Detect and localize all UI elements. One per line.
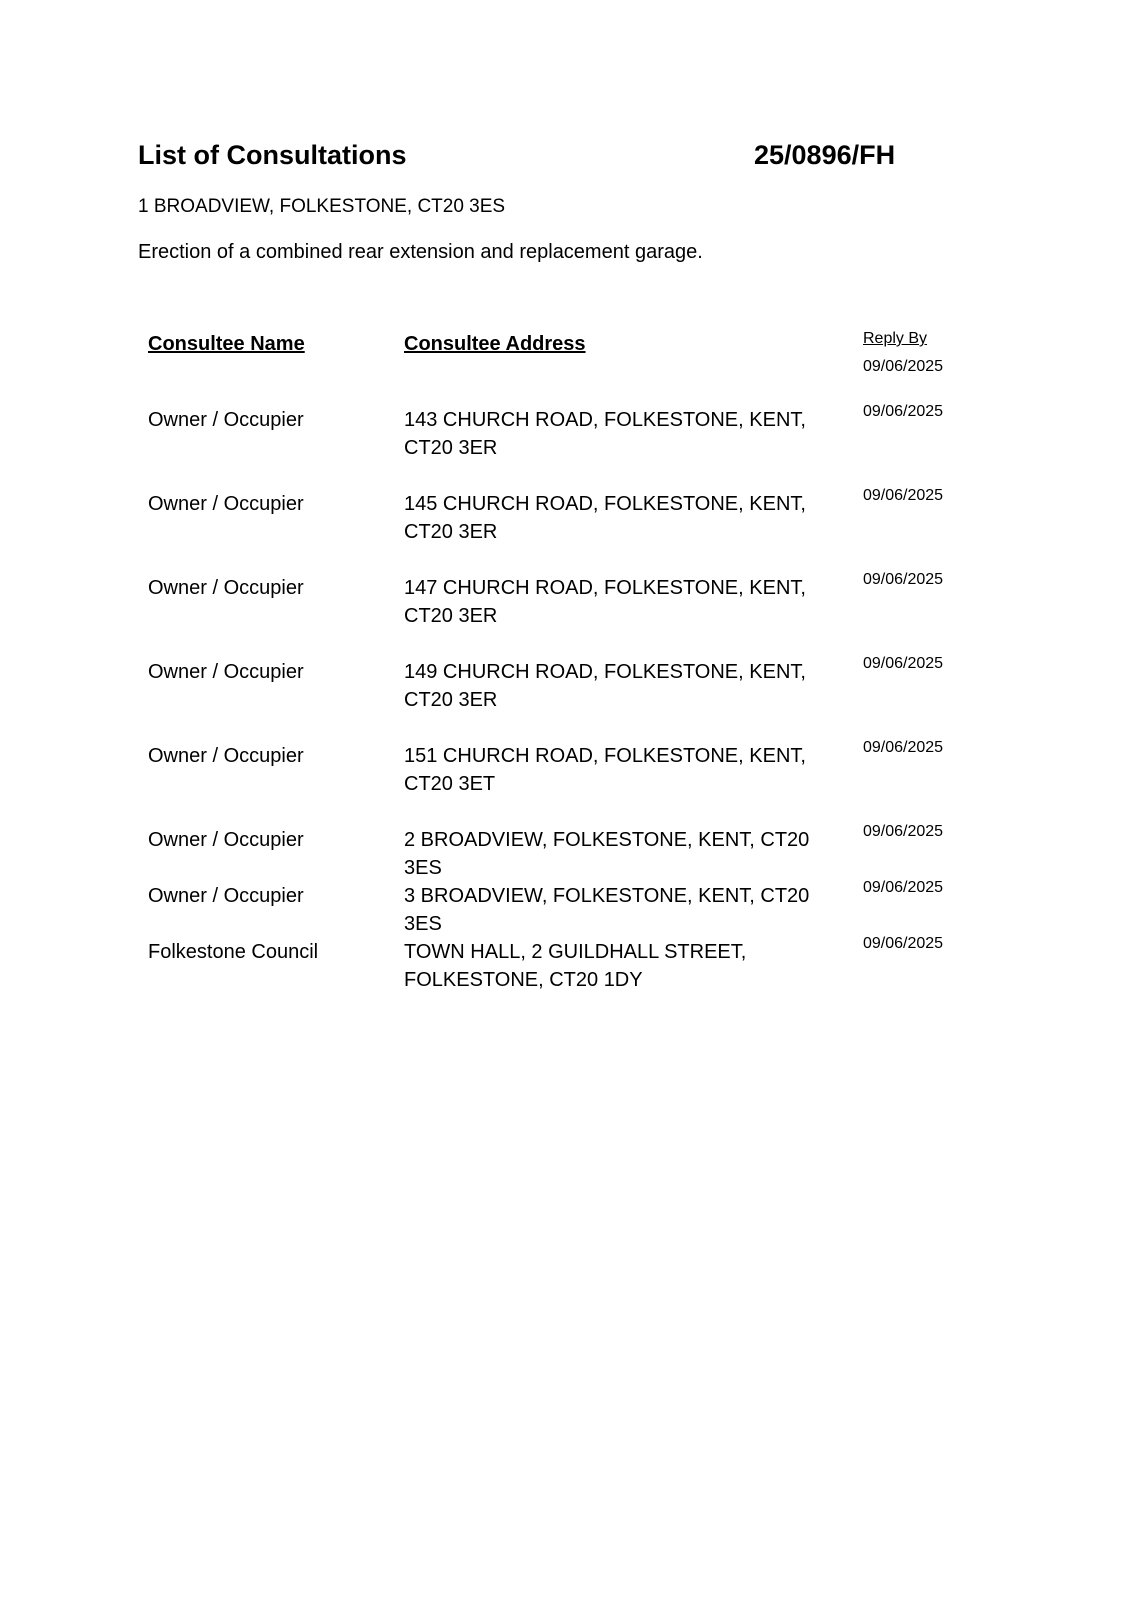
consultee-name: Folkestone Council <box>148 941 319 963</box>
consultee-address: TOWN HALL, 2 GUILDHALL STREET, FOLKESTONE, CT20 1DY <box>404 941 747 991</box>
page-title: List of Consultations <box>138 140 407 170</box>
consultee-name: Owner / Occupier <box>148 829 304 851</box>
reply-by-date: 09/06/2025 <box>863 655 944 672</box>
column-header-consultee-address: Consultee Address <box>404 333 586 355</box>
consultee-address: 151 CHURCH ROAD, FOLKESTONE, KENT, CT20 3ET <box>404 745 806 795</box>
consultee-address: 145 CHURCH ROAD, FOLKESTONE, KENT, CT20 3ER <box>404 493 806 543</box>
consultee-name: Owner / Occupier <box>148 661 304 683</box>
reply-by-date: 09/06/2025 <box>863 739 944 756</box>
reply-by-date: 09/06/2025 <box>863 487 944 504</box>
reply-by-date: 09/06/2025 <box>863 935 944 952</box>
consultee-name: Owner / Occupier <box>148 577 304 599</box>
consultee-address: 143 CHURCH ROAD, FOLKESTONE, KENT, CT20 3ER <box>404 409 806 459</box>
consultee-name: Owner / Occupier <box>148 493 304 515</box>
reply-by-date: 09/06/2025 <box>863 879 944 896</box>
reply-by-date: 09/06/2025 <box>863 403 944 420</box>
column-header-consultee-name: Consultee Name <box>148 333 305 355</box>
consultee-address: 149 CHURCH ROAD, FOLKESTONE, KENT, CT20 3ER <box>404 661 806 711</box>
consultee-name: Owner / Occupier <box>148 409 304 431</box>
consultee-name: Owner / Occupier <box>148 885 304 907</box>
consultee-name: Owner / Occupier <box>148 745 304 767</box>
reply-by-date: 09/06/2025 <box>863 823 944 840</box>
proposal-description: Erection of a combined rear extension and replacement garage. <box>138 241 703 263</box>
application-reference: 25/0896/FH <box>754 140 896 170</box>
consultee-address: 147 CHURCH ROAD, FOLKESTONE, KENT, CT20 3ER <box>404 577 806 627</box>
consultee-address: 3 BROADVIEW, FOLKESTONE, KENT, CT20 3ES <box>404 885 810 935</box>
column-header-reply-by-date: 09/06/2025 <box>863 358 944 375</box>
column-header-reply-by: Reply By <box>863 330 928 347</box>
reply-by-date: 09/06/2025 <box>863 571 944 588</box>
consultee-address: 2 BROADVIEW, FOLKESTONE, KENT, CT20 3ES <box>404 829 810 879</box>
site-address: 1 BROADVIEW, FOLKESTONE, CT20 3ES <box>138 196 506 217</box>
